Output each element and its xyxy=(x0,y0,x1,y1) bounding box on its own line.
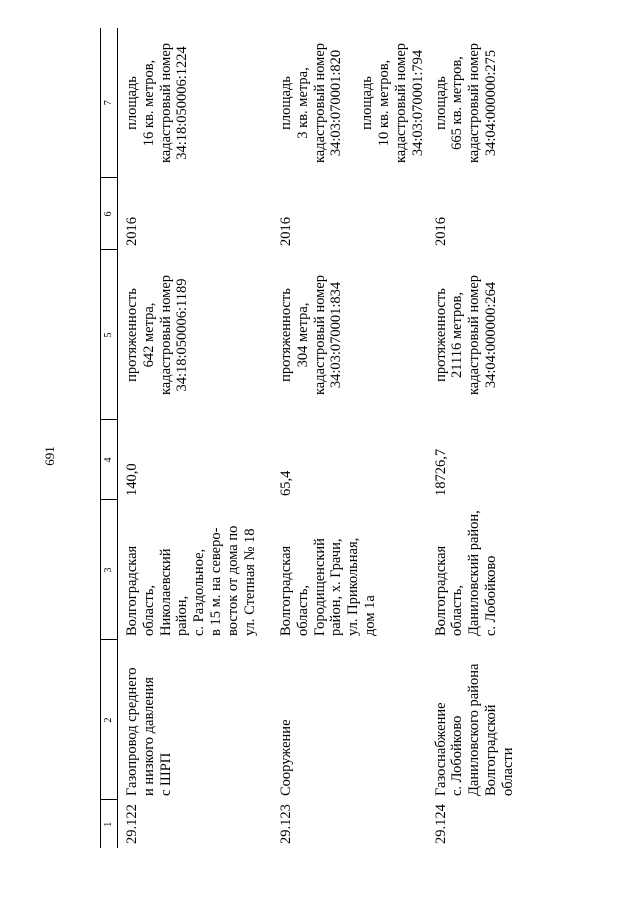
cell-line: Даниловского района xyxy=(466,663,483,796)
header-cell: 6 xyxy=(101,178,118,250)
register-table-rotated xyxy=(100,28,550,848)
cell-line: 34:18:050006:1189 xyxy=(174,278,191,392)
cell-line: 3 кв. метра, xyxy=(294,67,311,139)
cell-line: в 15 м. на северо- xyxy=(208,527,225,636)
cell-line: район, xyxy=(174,595,191,636)
cell-line: Сооружение xyxy=(278,719,294,796)
cell-line: площадь xyxy=(359,76,376,130)
cell-line: 665 кв. метров, xyxy=(449,56,466,150)
object-name-cell xyxy=(118,640,273,800)
land-plot-cell xyxy=(427,28,581,178)
cell-line: кадастровый номер xyxy=(157,274,174,396)
characteristics-cell xyxy=(118,250,273,420)
value-cell: 65,4 xyxy=(278,470,294,496)
cell-line: с ШРП xyxy=(157,752,174,796)
value-cell: 140,0 xyxy=(124,463,140,496)
cell-line: с. Лобойково xyxy=(482,555,499,636)
cell-line: области xyxy=(499,747,516,796)
cell-line: кадастровый номер xyxy=(311,274,328,396)
cell-line: Волгоградская xyxy=(278,545,294,636)
cell-line: Волгоградской xyxy=(482,704,499,796)
cell-line: 34:03:070001:834 xyxy=(328,281,345,389)
land-plot-cell xyxy=(272,28,427,178)
cell-line: Волгоградская xyxy=(124,545,140,636)
cell-line: площадь xyxy=(278,76,294,130)
cell-line: 642 метра, xyxy=(140,302,157,368)
cell-line: протяженность xyxy=(124,288,140,382)
table-row xyxy=(272,28,427,848)
object-name-cell xyxy=(272,640,427,800)
cell-line: кадастровый номер xyxy=(392,42,409,164)
cell-line: Даниловский район, xyxy=(466,510,483,636)
cell-line: 10 кв. метров, xyxy=(376,59,393,147)
address-cell xyxy=(272,500,427,640)
cell-line: Газоснабжение xyxy=(432,702,449,796)
header-cell: 3 xyxy=(101,500,118,640)
page-number: 691 xyxy=(42,446,57,466)
year-cell: 2016 xyxy=(278,217,294,246)
header-cell: 2 xyxy=(101,640,118,800)
cell-line: кадастровый номер xyxy=(157,42,174,164)
cell-line: площадь xyxy=(432,76,449,130)
cell-line: Городищенский xyxy=(311,538,328,636)
header-cell: 7 xyxy=(101,28,118,178)
cell-line: область, xyxy=(140,585,157,636)
table-row xyxy=(118,28,273,848)
cell-line: площадь xyxy=(124,76,140,130)
cell-line: Газопровод среднего xyxy=(124,667,140,796)
cell-line: 304 метра, xyxy=(294,302,311,368)
cell-line xyxy=(345,32,359,174)
year-cell: 2016 xyxy=(124,217,140,246)
cell-line: протяженность xyxy=(278,288,294,382)
header-cell: 5 xyxy=(101,250,118,420)
cell-line: район, х. Грачи, xyxy=(328,538,345,636)
row-number-cell: 29.123 xyxy=(278,804,294,844)
value-cell: 18726,7 xyxy=(432,448,449,496)
cell-line: восток от дома по xyxy=(224,525,241,636)
cell-line: с. Раздольное, xyxy=(191,548,208,636)
cell-line: 34:03:070001:820 xyxy=(328,49,345,157)
cell-line: область, xyxy=(294,585,311,636)
cell-line: с. Лобойково xyxy=(449,715,466,796)
cell-line: 21116 метров, xyxy=(449,292,466,378)
address-cell xyxy=(427,500,581,640)
cell-line: кадастровый номер xyxy=(466,42,483,164)
characteristics-cell xyxy=(272,250,427,420)
register-table xyxy=(100,28,581,848)
address-cell xyxy=(118,500,273,640)
object-name-cell xyxy=(427,640,581,800)
row-number-cell: 29.124 xyxy=(432,804,449,844)
cell-line: 16 кв. метров, xyxy=(140,59,157,147)
cell-line: и низкого давления xyxy=(140,677,157,796)
cell-line: ул. Прикольная, xyxy=(345,537,362,636)
cell-line: Николаевский xyxy=(157,548,174,636)
cell-line: кадастровый номер xyxy=(311,42,328,164)
cell-line: дом 1а xyxy=(362,595,379,636)
cell-line: ул. Степная № 18 xyxy=(241,528,258,636)
cell-line: кадастровый номер xyxy=(466,274,483,396)
row-number-cell: 29.122 xyxy=(124,804,140,844)
header-cell: 1 xyxy=(101,800,118,848)
header-cell: 4 xyxy=(101,420,118,500)
land-plot-cell xyxy=(118,28,273,178)
characteristics-cell xyxy=(427,250,581,420)
cell-line: 34:04:000000:275 xyxy=(482,49,499,157)
column-number-header xyxy=(101,28,118,848)
year-cell: 2016 xyxy=(432,217,449,246)
table-row xyxy=(427,28,581,848)
cell-line: 34:04:000000:264 xyxy=(482,281,499,389)
cell-line: 34:18:050006:1224 xyxy=(174,46,191,160)
cell-line: протяженность xyxy=(432,288,449,382)
cell-line: Волгоградская xyxy=(432,545,449,636)
cell-line: область, xyxy=(449,585,466,636)
cell-line: 34:03:070001:794 xyxy=(409,49,426,157)
table-body xyxy=(118,28,581,848)
